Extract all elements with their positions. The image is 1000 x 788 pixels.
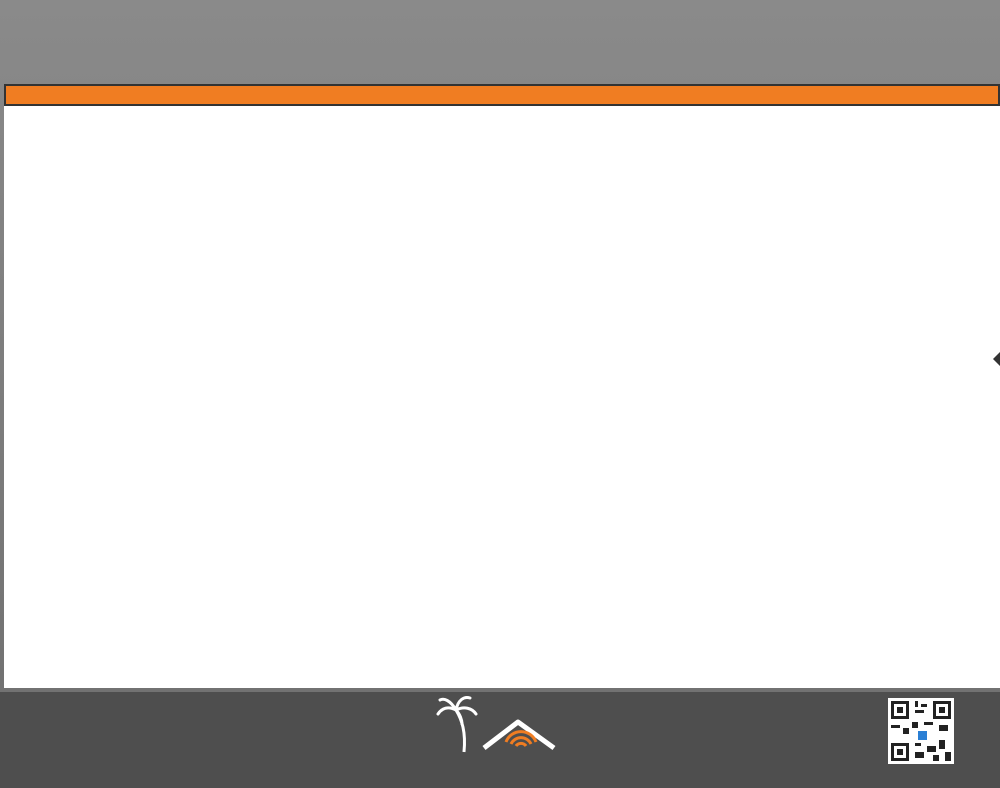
palm-house-icon (436, 692, 566, 754)
quotation-sheet (4, 84, 1000, 688)
qr-code-icon[interactable] (888, 698, 954, 764)
sheet-title (4, 84, 1000, 106)
scroll-arrow-icon[interactable] (993, 352, 1000, 366)
footer (0, 692, 1000, 788)
brand-logo[interactable] (436, 692, 566, 788)
